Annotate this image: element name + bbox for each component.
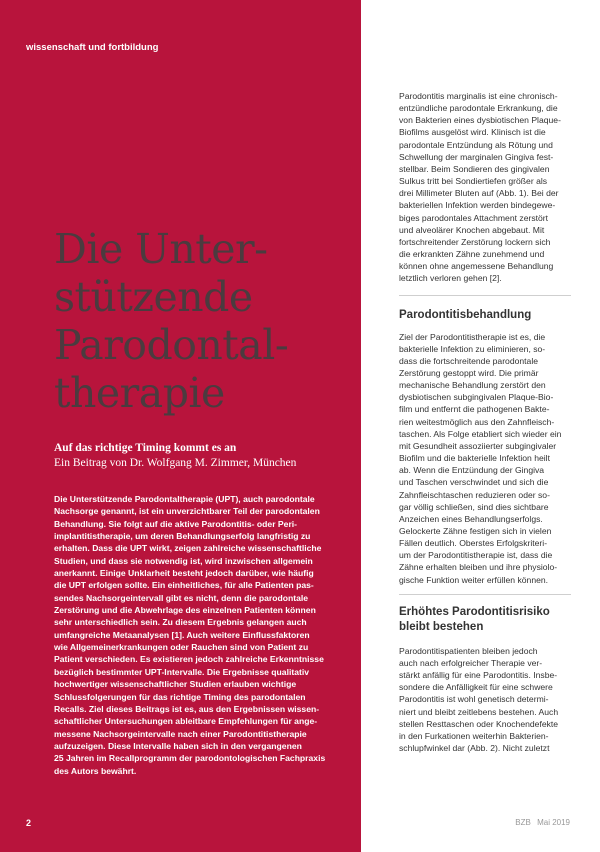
abstract-line: Zerstörung und die Abwehrlage des einzelnen Patienten können: [54, 605, 316, 616]
body-line: Parodontitis marginalis ist eine chronisch-: [399, 91, 558, 101]
abstract-line: des Autors bewährt.: [54, 765, 137, 776]
heading-line: Erhöhtes Parodontitisrisiko: [399, 605, 550, 618]
abstract-line: Recalls. Ziel dieses Beitrags ist es, aus den Ergebnissen wissen-: [54, 703, 320, 714]
author-byline: Ein Beitrag von Dr. Wolfgang M. Zimmer, München: [54, 457, 297, 469]
section-heading: [399, 605, 571, 635]
body-line: Anzeichen eines Behandlungserfolgs.: [399, 513, 543, 524]
title-line: Parodontal-: [54, 321, 289, 369]
body-line: bakterielle Infektion zu eliminieren, so-: [399, 343, 546, 354]
abstract-line: Schlussfolgerungen für das richtige Timing des parodontalen: [54, 691, 306, 702]
abstract-line: 25 Jahren im Recallprogramm der parodontologischen Fachpraxis: [54, 753, 326, 764]
body-line: schlupfwinkel dar (Abb. 2). Nicht zuletzt: [399, 743, 550, 754]
body-line: biges parodontales Attachment zerstört: [399, 212, 549, 223]
abstract-line: Patient verschieden. Es existieren jedoch zahlreiche Erkenntnisse: [54, 654, 324, 665]
body-line: Ziel der Parodontitistherapie ist es, die: [399, 331, 546, 342]
title-line: Die Unter-: [54, 225, 268, 273]
intro-paragraph: [399, 90, 571, 285]
body-line: Zähne erhalten bleiben und ihre physiolo-: [399, 562, 558, 573]
abstract-line: wie Allgemeinerkrankungen oder Rauchen sind von Patient zu: [54, 642, 309, 653]
body-line: parodontale Entzündung als Rötung und: [399, 139, 553, 150]
body-line: Parodontitis ist wohl genetisch determi-: [399, 694, 549, 705]
abstract-line: sendes Nachsorgeintervall gibt es nicht, denn die parodontale: [54, 592, 309, 603]
heading-line: bleibt bestehen: [399, 620, 484, 633]
body-line: stellbar. Beim Sondieren des gingivalen: [399, 163, 550, 174]
body-line: sondere die Anfälligkeit für eine schwere: [399, 682, 553, 693]
body-line: die erkrankten Zähne zunehmend und: [399, 249, 545, 260]
body-line: ab. Wenn die Entzündung der Gingiva: [399, 465, 545, 476]
body-line: Sulkus tritt bei Sondiertiefen größer als: [399, 176, 548, 187]
body-line: dass die fortschreitende parodontale: [399, 355, 539, 366]
body-line: auch nach erfolgreicher Therapie ver-: [399, 657, 543, 668]
body-line: Zahnfleischtaschen reduzieren oder so-: [399, 489, 550, 500]
body-line: gar völlig schließen, sind dies sichtbare: [399, 501, 549, 512]
body-line: film und entfernt die pathogenen Bakte-: [399, 404, 550, 415]
body-line: taschen. Als Folge etabliert sich wieder ein: [399, 428, 562, 439]
body-line: können ohne angemessene Behandlung: [399, 261, 554, 272]
abstract-line: die UPT erfolgen sollte. Ein einheitliches, für alle Patienten pas-: [54, 580, 314, 591]
body-line: Parodontitispatienten bleiben jedoch: [399, 645, 538, 656]
body-line: Fällen deutlich. Oberstes Erfolgskriteri-: [399, 538, 548, 549]
abstract-line: umfangreiche Metaanalysen [1]. Auch weitere Einflussfaktoren: [54, 629, 310, 640]
section-divider: [399, 594, 571, 595]
page-footer: [511, 818, 570, 827]
body-column: [399, 90, 571, 754]
risk-paragraph: [399, 645, 571, 754]
body-line: und Taschen verschwindet und sich die: [399, 477, 549, 488]
body-line: drei Millimeter Bluten auf (Abb. 1). Bei der: [399, 188, 559, 199]
body-line: bakteriellen Infektion werden bindegewe-: [399, 200, 556, 211]
footer-date: Mai 2019: [537, 818, 570, 827]
body-line: in den Furkationen weiterhin Bakterien-: [399, 730, 549, 741]
treatment-paragraph: [399, 331, 571, 586]
abstract-line: Studien, und dass sie notwendig ist, wird inzwischen allgemein: [54, 555, 313, 566]
section-heading: [399, 308, 571, 323]
abstract-line: messene Nachsorgeintervalle nach einer Parodontitistherapie: [54, 728, 307, 739]
body-line: Gelockerte Zähne festigen sich in vielen: [399, 526, 552, 536]
body-line: mit Gesundheit assoziierter subgingivaler: [399, 440, 557, 451]
body-line: Biofilms ausgelöst wird. Klinisch ist die: [399, 127, 546, 138]
body-line: um der Parodontitistherapie ist, dass die: [399, 550, 553, 561]
title-line: stützende: [54, 273, 253, 321]
body-line: letztlich verloren gehen [2].: [399, 273, 502, 284]
abstract-line: erhalten. Dass die UPT wirkt, zeigen zahlreiche wissenschaftliche: [54, 543, 322, 554]
body-line: Biofilm und die bakterielle Infektion heilt: [399, 453, 550, 464]
body-line: Zerstörung gestoppt wird. Die primär: [399, 367, 539, 378]
abstract-line: aufzuzeigen. Diese Intervalle haben sich in den vergangenen: [54, 740, 302, 751]
heading-line: Parodontitisbehandlung: [399, 308, 532, 321]
abstract: [54, 493, 347, 777]
body-line: rien weitestmöglich aus den Zahnfleisch-: [399, 416, 555, 427]
abstract-line: Behandlung. Sie folgt auf die aktive Parodontitis- oder Peri-: [54, 518, 298, 529]
body-line: entzündliche parodontale Erkrankung, die: [399, 103, 558, 114]
body-line: Schwellung der marginalen Gingiva fest-: [399, 151, 554, 162]
abstract-line: hochwertiger wissenschaftlicher Studien erlauben wichtige: [54, 679, 297, 690]
body-line: mechanische Behandlung zerstört den: [399, 380, 546, 391]
abstract-line: anerkannt. Einige Unklarheit besteht jedoch darüber, wie häufig: [54, 568, 314, 579]
footer-journal: BZB: [515, 818, 531, 827]
abstract-line: bezüglich bestimmter UPT-Intervalle. Die Ergebnisse qualitativ: [54, 666, 310, 677]
article-title: [54, 225, 354, 417]
body-line: und alveolärer Knochen abgebaut. Mit: [399, 224, 545, 235]
section-label: wissenschaft und fortbildung: [26, 42, 159, 53]
title-line: therapie: [54, 369, 225, 417]
abstract-line: Die Unterstützende Parodontaltherapie (UPT), auch parodontale: [54, 494, 315, 504]
abstract-line: Nachsorge genannt, ist ein unverzichtbarer Teil der parodontalen: [54, 506, 320, 517]
abstract-line: implantitistherapie, um deren Behandlungserfolg langfristig zu: [54, 531, 311, 542]
body-line: von Bakterien eines dysbiotischen Plaque-: [399, 115, 561, 126]
body-line: niert und bleibt zeitlebens bestehen. Auch: [399, 706, 559, 717]
page-number: 2: [26, 818, 32, 828]
abstract-line: sehr unterschiedlich sein. Zu diesem Ergebnis gelangen auch: [54, 617, 307, 628]
section-divider: [399, 295, 571, 296]
body-line: gische Funktion weiter erfüllen können.: [399, 574, 549, 585]
body-line: stellen Resttaschen oder Knochendefekte: [399, 718, 559, 729]
article-subtitle: Auf das richtige Timing kommt es an: [54, 442, 237, 454]
body-line: dysbiotischen subgingivalen Plaque-Bio-: [399, 392, 554, 403]
body-line: stärkt anfällig für eine Parodontitis. Insbe-: [399, 670, 558, 681]
body-line: fortschreitender Zerstörung lockern sich: [399, 236, 551, 247]
abstract-line: schaftlicher Untersuchungen ableitbare Empfehlungen für ange-: [54, 716, 318, 727]
